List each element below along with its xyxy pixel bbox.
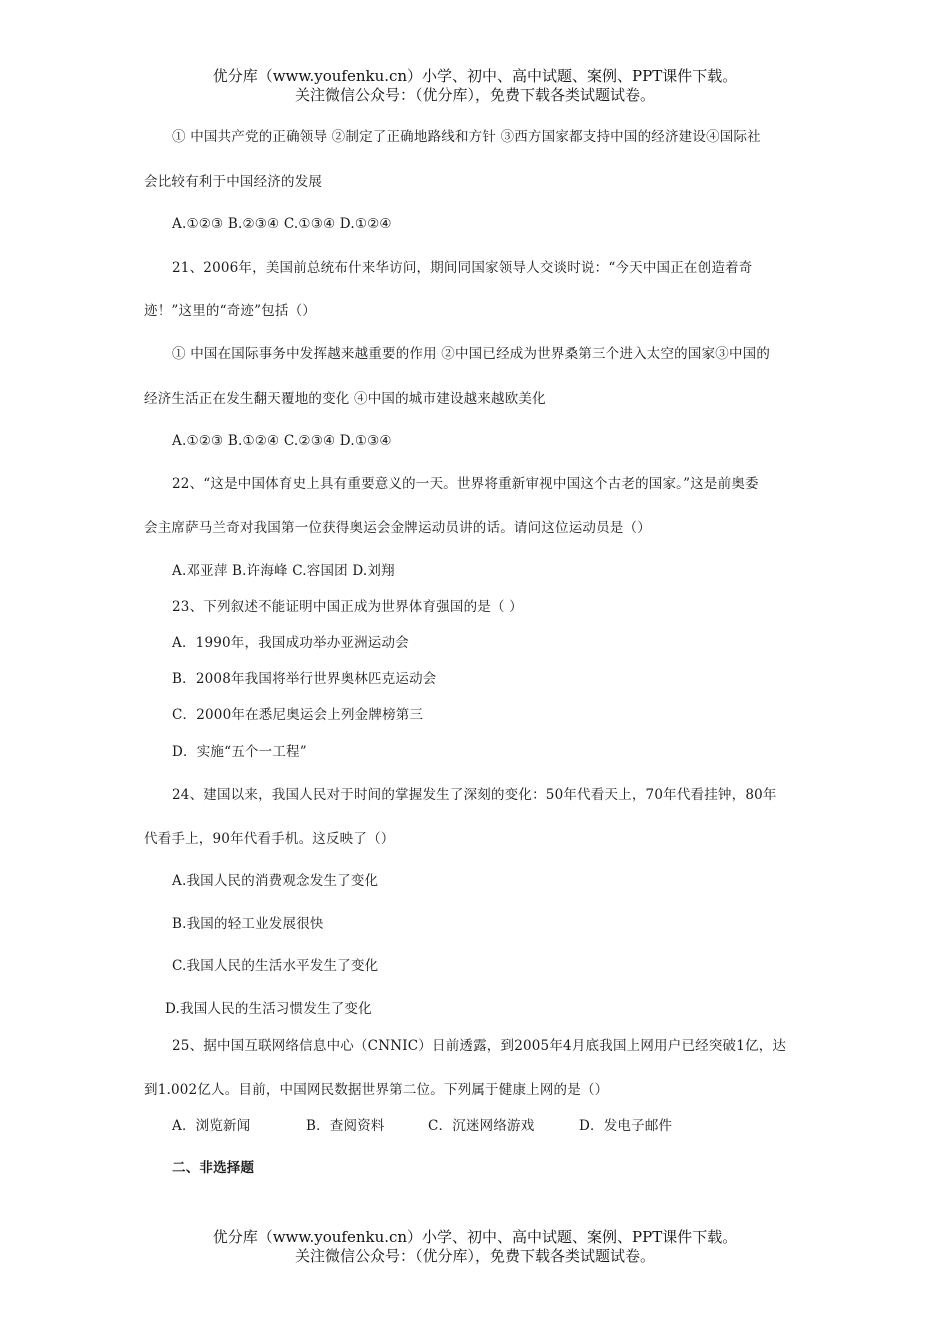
- page-header: [0, 67, 950, 105]
- header-line-1: 优分库（www.youfenku.cn）小学、初中、高中试题、案例、PPT课件下载。: [212, 67, 738, 85]
- q25-option-a: A．浏览新闻: [172, 1118, 251, 1134]
- q23-option-a: A．1990年，我国成功举办亚洲运动会: [172, 635, 409, 651]
- q21-options: A.①②③ B.①②④ C.②③④ D.①③④: [172, 433, 392, 449]
- q21-stem-line-2: 迹！”这里的“奇迹”包括（）: [144, 303, 317, 319]
- q24-stem-line-2: 代看手上，90年代看手机。这反映了（）: [144, 831, 395, 847]
- q20-statements-line-2: 会比较有利于中国经济的发展: [144, 174, 323, 190]
- footer-line-2: 关注微信公众号：（优分库），免费下载各类试题试卷。: [294, 1247, 655, 1265]
- q21-stem-line-1: 21、2006年，美国前总统布什来华访问，期间同国家领导人交谈时说：“今天中国正在创造着奇: [172, 260, 753, 276]
- page-footer: [0, 1228, 950, 1266]
- q23-stem: 23、下列叙述不能证明中国正成为世界体育强国的是（ ）: [172, 599, 523, 615]
- q22-options: A.邓亚萍 B.许海峰 C.容国团 D.刘翔: [172, 563, 395, 579]
- q20-statements-line-1: ① 中国共产党的正确领导 ②制定了正确地路线和方针 ③西方国家都支持中国的经济建设④国际社: [172, 129, 761, 145]
- q24-option-c: C.我国人民的生活水平发生了变化: [172, 958, 379, 974]
- header-line-2: 关注微信公众号：（优分库），免费下载各类试题试卷。: [294, 86, 655, 104]
- q24-option-a: A.我国人民的消费观念发生了变化: [172, 873, 379, 889]
- q23-option-c: C．2000年在悉尼奥运会上列金牌榜第三: [172, 707, 424, 723]
- q23-option-d: D．实施“五个一工程”: [172, 744, 307, 760]
- q20-options: A.①②③ B.②③④ C.①③④ D.①②④: [172, 216, 392, 232]
- q24-option-b: B.我国的轻工业发展很快: [172, 916, 324, 932]
- q25-options: [172, 1116, 672, 1136]
- q22-stem-line-2: 会主席萨马兰奇对我国第一位获得奥运会金牌运动员讲的话。请问这位运动员是（）: [144, 520, 651, 536]
- q21-statements-line-1: ① 中国在国际事务中发挥越来越重要的作用 ②中国已经成为世界桑第三个进入太空的国家③中国的: [172, 346, 771, 362]
- footer-line-1: 优分库（www.youfenku.cn）小学、初中、高中试题、案例、PPT课件下载。: [212, 1228, 738, 1246]
- q25-option-c: C．沉迷网络游戏: [428, 1118, 535, 1134]
- q25-option-b: B．查阅资料: [306, 1118, 385, 1134]
- q23-option-b: B．2008年我国将举行世界奥林匹克运动会: [172, 671, 437, 687]
- q24-stem-line-1: 24、建国以来，我国人民对于时间的掌握发生了深刻的变化：50年代看天上，70年代看挂钟，80年: [172, 787, 777, 803]
- section-title: 二、非选择题: [172, 1160, 255, 1176]
- q24-option-d: D.我国人民的生活习惯发生了变化: [165, 1001, 372, 1017]
- q25-stem-line-2: 到1.002亿人。目前，中国网民数据世界第二位。下列属于健康上网的是（）: [144, 1082, 609, 1098]
- q21-statements-line-2: 经济生活正在发生翻天覆地的变化 ④中国的城市建设越来越欧美化: [144, 391, 546, 407]
- q25-option-d: D．发电子邮件: [579, 1118, 673, 1134]
- q25-stem-line-1: 25、据中国互联网络信息中心（CNNIC）日前透露，到2005年4月底我国上网用户已经突破1亿，达: [172, 1038, 787, 1054]
- q22-stem-line-1: 22、“这是中国体育史上具有重要意义的一天。世界将重新审视中国这个古老的国家。”这是前奥委: [172, 476, 759, 492]
